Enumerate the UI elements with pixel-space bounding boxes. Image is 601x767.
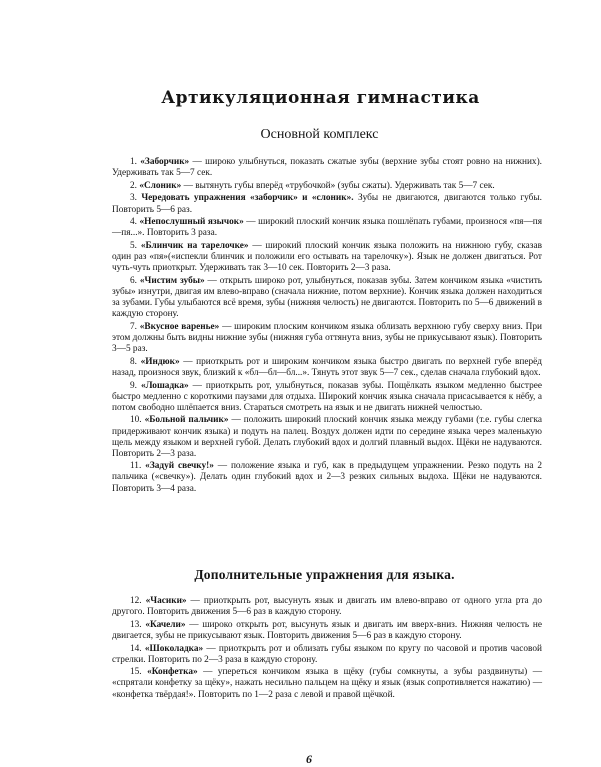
exercise-item: 7. «Вкусное варенье» — широким плоским кончиком языка облизать верхнюю губу сверху вниз. При этом должны быть видны нижние зубы (нижняя губа оттянута вниз, зубы не прикусывают язык). Повторить 3—5 раз. xyxy=(112,321,542,355)
exercise-item: 9. «Лошадка» — приоткрыть рот, улыбнуться, показав зубы. Пощёлкать языком медленно быстрее быстро медленно с короткими паузами для отдыха. Широкий кончик языка сначала присасывается к нёбу, а потом свободно шлёпается вниз. Стараться смотреть на язык и не двигать нижней челюстью. xyxy=(112,380,543,413)
extra-exercise-list xyxy=(112,596,542,702)
main-exercise-list xyxy=(112,157,542,496)
exercise-item: 10. «Больной пальчик» — положить широкий плоский кончик языка между губами (т.е. губы слегка придерживают кончик языка) и подуть на палец. Воздух должен идти по середине языка через маленькую щель между языком и верхней губой. Делать глубокий вдох и долгий плавный выдох. Щёки не надуваются. Повторить 2—3 раза. xyxy=(112,415,543,459)
exercise-item: 2. «Слоник» — вытянуть губы вперёд «трубочкой» (зубы сжаты). Удерживать так 5—7 сек. xyxy=(130,180,495,191)
exercise-item: 4. «Непослушный язычок» — широкий плоский кончик языка пошлёпать губами, произнося «пя—пя—пя...». Повторить 3 раза. xyxy=(112,217,542,239)
page-number: 6 xyxy=(306,752,312,766)
exercise-item: 11. «Задуй свечку!» — положение языка и губ, как в предыдущем упражнении. Резко подуть на 2 пальчика («свечку»). Делать один глубокий вдох и 2—3 резких сильных выдоха. Щёки не надуваются. Повторить 3—4 раза. xyxy=(112,461,542,494)
section-heading-main: Основной комплекс xyxy=(260,127,379,142)
exercise-item: 14. «Шоколадка» — приоткрыть рот и облизать губы языком по кругу по часовой и против часовой стрелки. Повторить по 2—3 раза в каждую сторону. xyxy=(112,643,543,665)
section-heading-extra: Дополнительные упражнения для языка. xyxy=(194,567,455,582)
exercise-item: 1. «Заборчик» — широко улыбнуться, показать сжатые зубы (верхние зубы стоят ровно на нижних). Удерживать так 5—7 сек. xyxy=(112,157,542,179)
exercise-item: 6. «Чистим зубы» — открыть широко рот, улыбнуться, показав зубы. Затем кончиком языка «чистить зубы» изнутри, двигая им влево-вправо (сначала нижние, потом верхние). Кончик языка должен находиться за зубами. Губы улыбаются всё время, зубы (нижняя челюсть) не двигаются. Повторить по 5—6 движений в каждую сторону. xyxy=(112,275,542,320)
exercise-item: 8. «Индюк» — приоткрыть рот и широким кончиком языка быстро двигать по верхней губе вперёд назад, произнося звук, близкий к «бл—бл—бл...». Тянуть этот звук 5—7 сек., сделав сначала глубокий вдох. xyxy=(112,356,542,378)
exercise-item: 12. «Часики» — приоткрыть рот, высунуть язык и двигать им влево-вправо от одного угла рта до другого. Повторить движения 5—6 раз в каждую сторону. xyxy=(112,596,542,618)
exercise-item: 13. «Качели» — широко открыть рот, высунуть язык и двигать им вверх-вниз. Нижняя челюсть не двигается, зубы не прикусывают язык. Повторить движения 5—6 раз в каждую сторону. xyxy=(112,619,543,641)
exercise-item: 15. «Конфетка» — упереться кончиком языка в щёку (губы сомкнуты, а зубы раздвинуты) — «спрятали конфетку за щёку», нажать несильно пальцем на щёку и язык (язык сопротивляется нажатию) — «конфетка твёрдая!». Повторить по 1—2 раза с левой и правой щёчкой. xyxy=(112,667,542,700)
exercise-item: 3. Чередовать упражнения «заборчик» и «слоник». Зубы не двигаются, двигаются только губы. Повторить 5—6 раз. xyxy=(112,193,542,215)
exercise-item: 5. «Блинчик на тарелочке» — широкий плоский кончик языка положить на нижнюю губу, сказав один раз «пя»(«испекли блинчик и положили его остывать на тарелочку»). Язык не должен двигаться. Рот чуть-чуть приоткрыт. Удерживать так 3—10 сек. Повторить 2—3 раза. xyxy=(112,241,542,274)
page-title: Артикуляционная гимнастика xyxy=(161,88,480,108)
